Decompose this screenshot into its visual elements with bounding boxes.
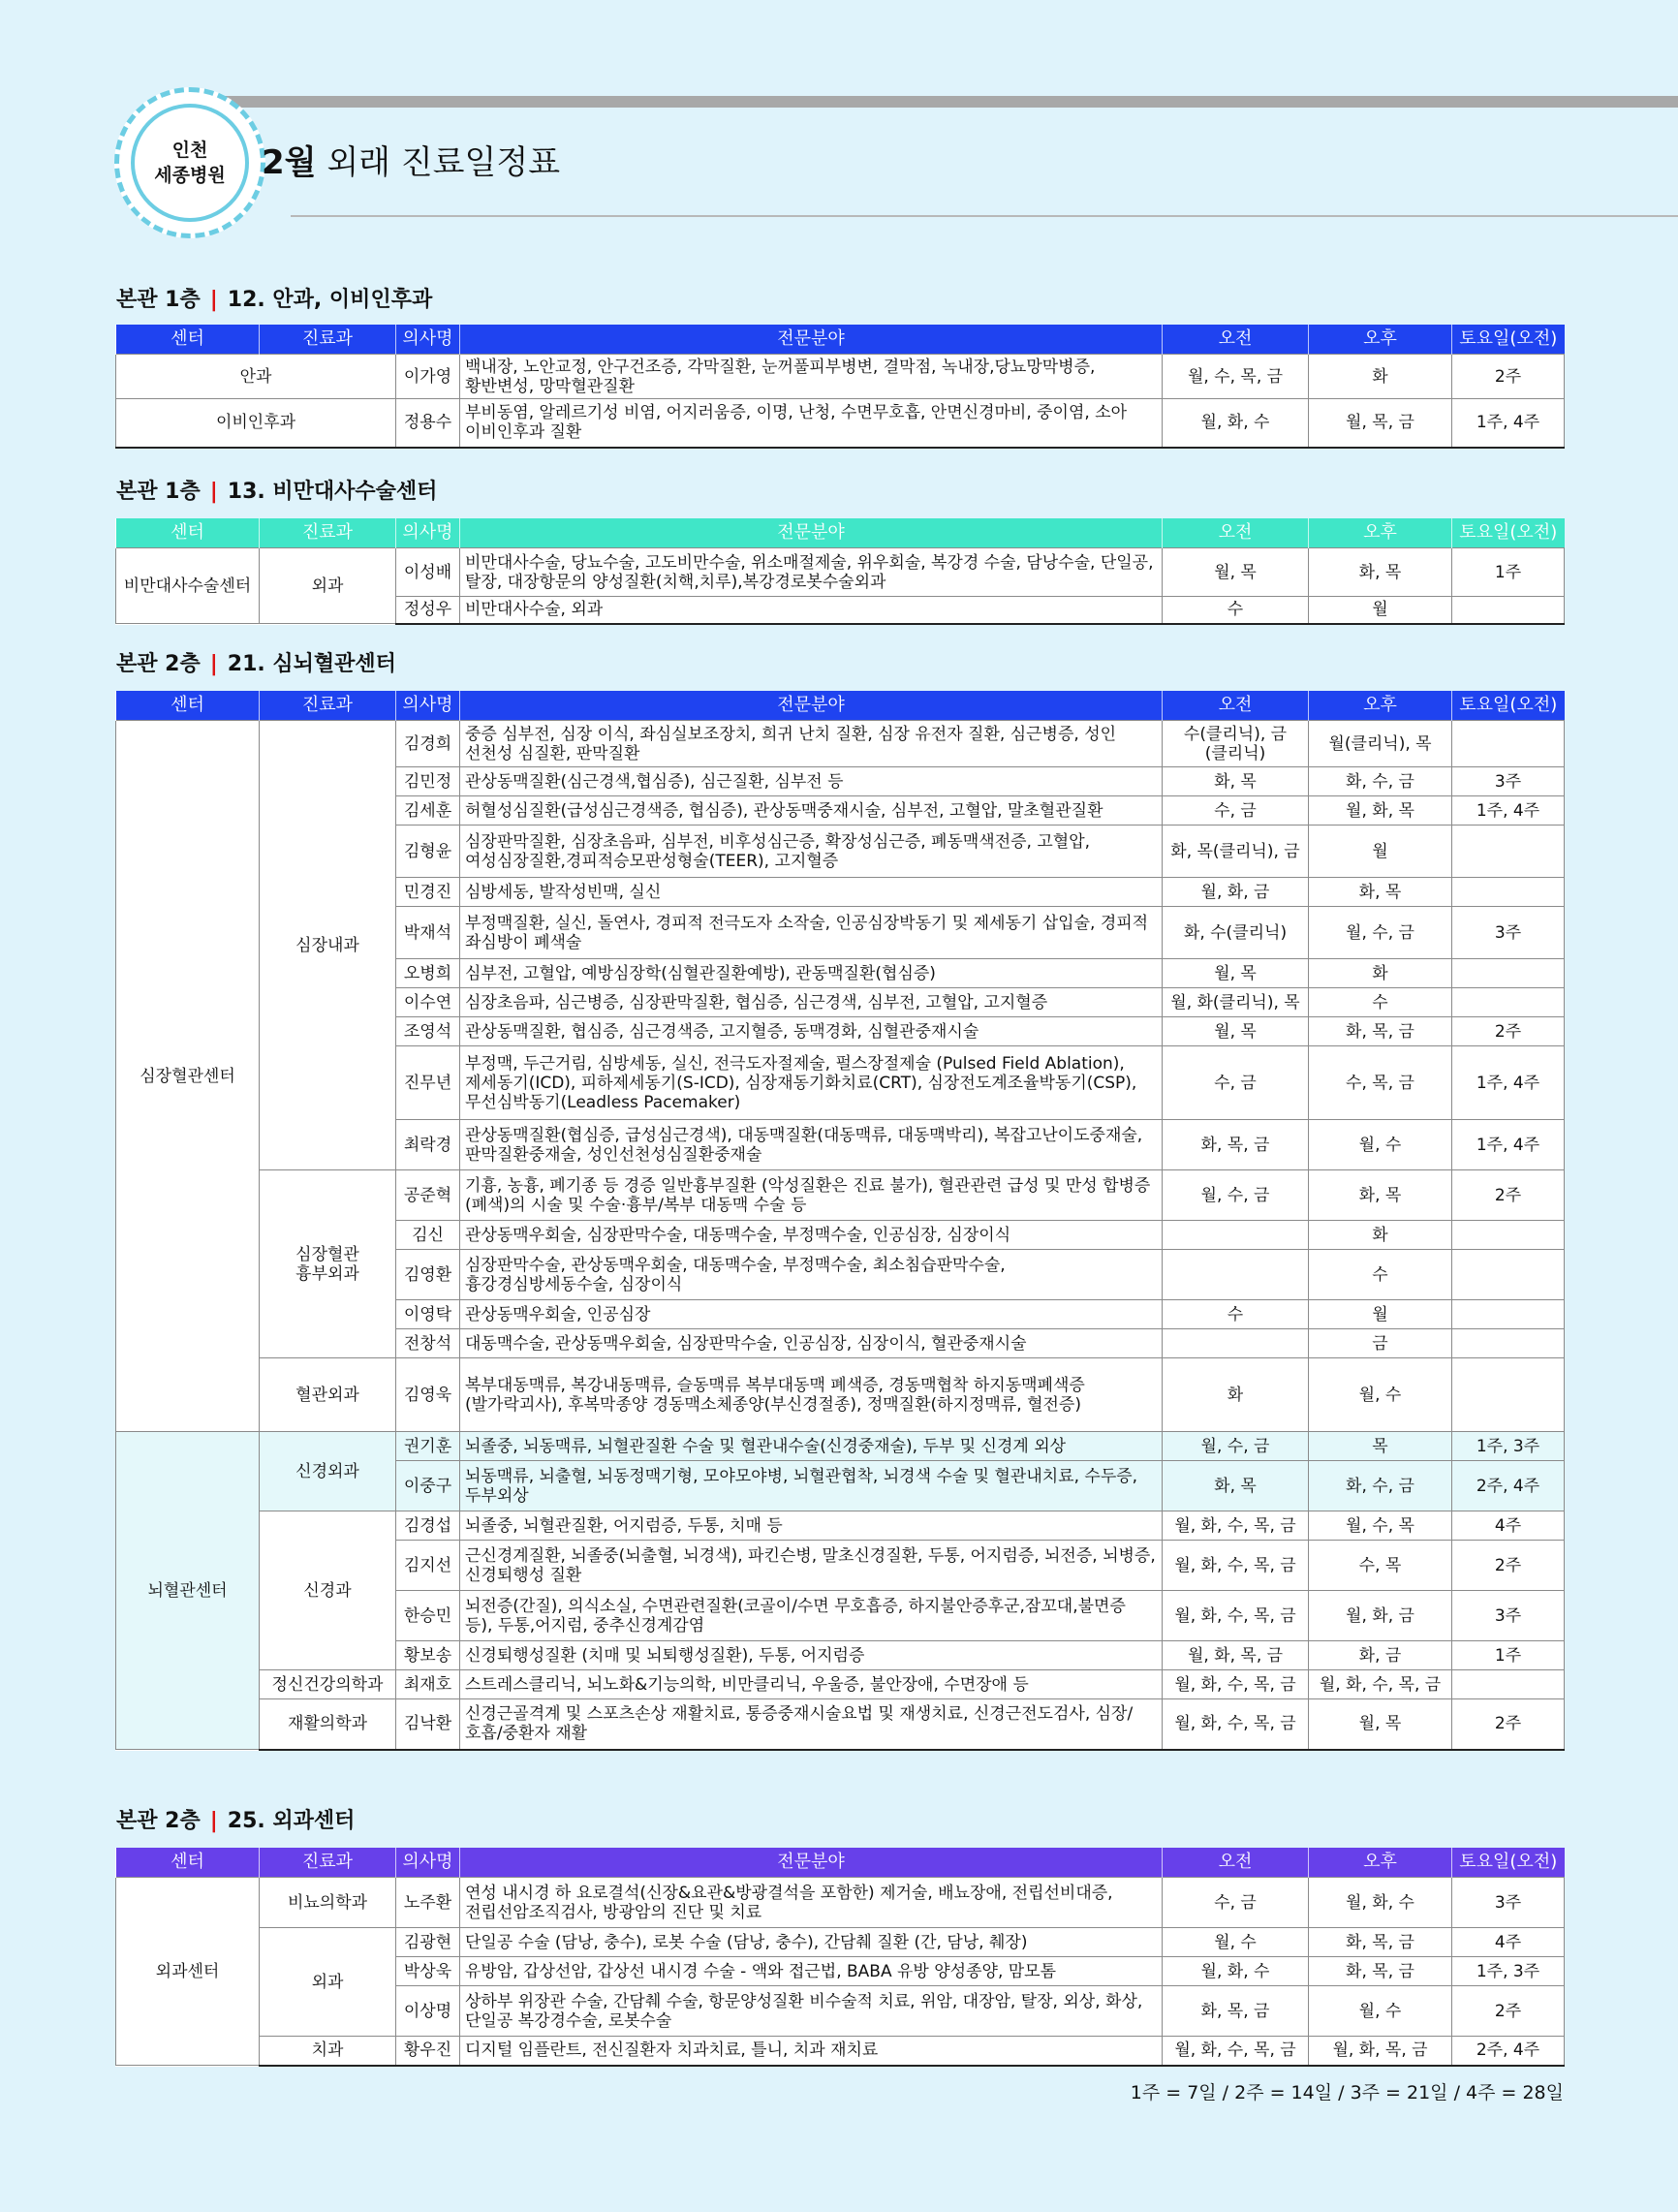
specialty-cell: 뇌졸중, 뇌동맥류, 뇌혈관질환 수술 및 혈관내수술(신경중재술), 두부 및 신경계 외상 [460,1432,1163,1461]
table-row [116,721,1565,767]
am-cell: 화, 목 [1163,767,1309,796]
table-row [116,1170,1565,1221]
section-floor: 본관 2층 [116,1809,201,1833]
pm-cell: 수 [1309,1250,1452,1300]
header-specialty: 전문분야 [460,325,1163,355]
specialty-cell: 관상동맥우회술, 인공심장 [460,1300,1163,1329]
am-cell: 월, 수, 금 [1163,1170,1309,1221]
doctor-cell: 노주환 [396,1878,460,1928]
pm-cell: 월, 화, 금 [1309,1591,1452,1641]
sat-cell: 1주, 4주 [1452,1120,1565,1170]
header-specialty: 전문분야 [460,691,1163,721]
doctor-cell: 김광현 [396,1928,460,1957]
specialty-cell: 상하부 위장관 수술, 간담췌 수술, 항문양성질환 비수술적 치료, 위암, 대장암, 탈장, 외상, 화상, 단일공 복강경수술, 로봇수술 [460,1986,1163,2037]
specialty-cell: 대동맥수술, 관상동맥우회술, 심장판막수술, 인공심장, 심장이식, 혈관중재시술 [460,1329,1163,1358]
header-specialty: 전문분야 [460,518,1163,548]
sat-cell [1452,597,1565,624]
sat-cell [1452,721,1565,767]
doctor-cell: 오병희 [396,959,460,988]
header-dept: 진료과 [260,1848,396,1878]
sat-cell: 1주 [1452,548,1565,597]
table-row [116,1670,1565,1699]
header-center: 센터 [116,1848,260,1878]
doctor-cell: 박상욱 [396,1957,460,1986]
specialty-cell: 뇌전증(간질), 의식소실, 수면관련질환(코골이/수면 무호흡증, 하지불안증후군,잠꼬대,불면증 등), 두통,어지럼, 중추신경계감염 [460,1591,1163,1641]
section-floor: 본관 2층 [116,652,201,676]
am-cell: 월, 화, 수 [1163,1957,1309,1986]
am-cell: 월, 수, 금 [1163,1432,1309,1461]
am-cell: 월, 화, 수, 목, 금 [1163,1511,1309,1541]
sat-cell [1452,878,1565,907]
am-cell: 월, 수, 목, 금 [1163,355,1309,399]
table-row [116,1699,1565,1750]
header-gray-bar [184,96,1678,108]
pm-cell: 수, 목, 금 [1309,1046,1452,1120]
specialty-cell: 심부전, 고혈압, 예방심장학(심혈관질환예방), 관동맥질환(협심증) [460,959,1163,988]
header-doctor: 의사명 [396,1848,460,1878]
specialty-cell: 복부대동맥류, 복강내동맥류, 슬동맥류 복부대동맥 폐색증, 경동맥협착 하지동맥폐색증(발가락괴사), 후복막종양 경동맥소체종양(부신경절종), 정맥질환(하지정맥류, 혈전증) [460,1358,1163,1432]
doctor-cell: 이영탁 [396,1300,460,1329]
table-bariatric [115,518,1565,625]
am-cell: 화 [1163,1358,1309,1432]
specialty-cell: 단일공 수술 (담낭, 충수), 로봇 수술 (담낭, 충수), 간담췌 질환 (간, 담낭, 췌장) [460,1928,1163,1957]
am-cell [1163,1250,1309,1300]
sat-cell [1452,988,1565,1017]
doctor-cell: 김낙환 [396,1699,460,1750]
pm-cell: 화 [1309,1221,1452,1250]
header-am: 오전 [1163,325,1309,355]
pm-cell: 화, 목 [1309,878,1452,907]
section-name: 21. 심뇌혈관센터 [227,652,396,676]
specialty-cell: 디지털 임플란트, 전신질환자 치과치료, 틀니, 치과 재치료 [460,2037,1163,2066]
doctor-cell: 김세훈 [396,796,460,826]
dept-cell: 심장내과 [260,721,396,1170]
doctor-cell: 박재석 [396,907,460,959]
section-floor: 본관 1층 [116,480,201,504]
specialty-cell: 뇌동맥류, 뇌출혈, 뇌동정맥기형, 모야모야병, 뇌혈관협착, 뇌경색 수술 및 혈관내치료, 수두증, 두부외상 [460,1461,1163,1511]
specialty-cell: 관상동맥우회술, 심장판막수술, 대동맥수술, 부정맥수술, 인공심장, 심장이식 [460,1221,1163,1250]
specialty-cell: 관상동맥질환, 협심증, 심근경색증, 고지혈증, 동맥경화, 심혈관중재시술 [460,1017,1163,1046]
doctor-cell: 김경섭 [396,1511,460,1541]
page-title [262,136,560,183]
header-dept: 진료과 [260,691,396,721]
am-cell: 월, 목 [1163,548,1309,597]
header-center: 센터 [116,325,260,355]
doctor-cell: 전창석 [396,1329,460,1358]
table-row [116,1432,1565,1461]
section-name: 12. 안과, 이비인후과 [227,288,433,312]
doctor-cell: 김형윤 [396,826,460,878]
specialty-cell: 뇌졸중, 뇌혈관질환, 어지럼증, 두통, 치매 등 [460,1511,1163,1541]
doctor-cell: 진무년 [396,1046,460,1120]
dept-cell: 이비인후과 [116,399,396,448]
doctor-cell: 김민정 [396,767,460,796]
pm-cell: 화, 목, 금 [1309,1017,1452,1046]
table-surgery-center [115,1848,1565,2067]
pm-cell: 월, 수 [1309,1358,1452,1432]
pm-cell: 금 [1309,1329,1452,1358]
center-cell: 외과센터 [116,1878,260,2066]
specialty-cell: 백내장, 노안교정, 안구건조증, 각막질환, 눈꺼풀피부병변, 결막점, 녹내장,당뇨망막병증, 황반변성, 망막혈관질환 [460,355,1163,399]
sat-cell: 3주 [1452,1878,1565,1928]
specialty-cell: 부정맥질환, 실신, 돌연사, 경피적 전극도자 소작술, 인공심장박동기 및 제세동기 삽입술, 경피적 좌심방이 폐색술 [460,907,1163,959]
pm-cell: 화 [1309,355,1452,399]
specialty-cell: 신경근골격계 및 스포츠손상 재활치료, 통증중재시술요법 및 재생치료, 신경근전도검사, 심장/호흡/중환자 재활 [460,1699,1163,1750]
doctor-cell: 황우진 [396,2037,460,2066]
specialty-cell: 허혈성심질환(급성심근경색증, 협심증), 관상동맥중재시술, 심부전, 고혈압, 말초혈관질환 [460,796,1163,826]
header-doctor: 의사명 [396,518,460,548]
doctor-cell: 이수연 [396,988,460,1017]
am-cell: 수 [1163,1300,1309,1329]
center-cell: 비만대사수술센터 [116,548,260,624]
section-floor: 본관 1층 [116,288,201,312]
specialty-cell: 비만대사수술, 당뇨수술, 고도비만수술, 위소매절제술, 위우회술, 복강경 수술, 담낭수술, 단일공, 탈장, 대장항문의 양성질환(치핵,치루),복강경로봇수술외과 [460,548,1163,597]
doctor-cell: 김영욱 [396,1358,460,1432]
pm-cell: 월, 목 [1309,1699,1452,1750]
am-cell: 화, 수(클리닉) [1163,907,1309,959]
am-cell: 월, 화, 금 [1163,878,1309,907]
am-cell: 수 [1163,597,1309,624]
doctor-cell: 한승민 [396,1591,460,1641]
pm-cell: 수 [1309,988,1452,1017]
sat-cell: 2주, 4주 [1452,1461,1565,1511]
sat-cell: 1주 [1452,1641,1565,1670]
pm-cell: 화, 수, 금 [1309,1461,1452,1511]
doctor-cell: 권기훈 [396,1432,460,1461]
header-pm: 오후 [1309,325,1452,355]
table-row [116,548,1565,597]
sat-cell: 2주 [1452,1017,1565,1046]
dept-cell: 신경외과 [260,1432,396,1511]
pm-cell: 월, 화, 수 [1309,1878,1452,1928]
sat-cell: 1주, 4주 [1452,796,1565,826]
dept-cell: 비뇨의학과 [260,1878,396,1928]
pm-cell: 화, 금 [1309,1641,1452,1670]
am-cell: 월, 화, 수, 목, 금 [1163,2037,1309,2066]
doctor-cell: 정용수 [396,399,460,448]
doctor-cell: 김지선 [396,1541,460,1591]
center-cell: 뇌혈관센터 [116,1432,260,1750]
doctor-cell: 이성배 [396,548,460,597]
doctor-cell: 이중구 [396,1461,460,1511]
table-row [116,1358,1565,1432]
sat-cell: 4주 [1452,1511,1565,1541]
sat-cell [1452,959,1565,988]
pm-cell: 월, 화, 목, 금 [1309,2037,1452,2066]
sat-cell: 3주 [1452,767,1565,796]
section-separator: | [209,652,218,676]
pm-cell: 화 [1309,959,1452,988]
sat-cell: 2주 [1452,1699,1565,1750]
header-center: 센터 [116,691,260,721]
dept-cell: 외과 [260,548,396,624]
sat-cell: 1주, 3주 [1452,1432,1565,1461]
specialty-cell: 부정맥, 두근거림, 심방세동, 실신, 전극도자절제술, 펄스장절제술 (Pulsed Field Ablation), 제세동기(ICD), 피하제세동기(S-ICD), 심장재동기화치료(CRT), 심장전도계조율박동기(CSP), 무선심박동기(Leadless Pacemaker) [460,1046,1163,1120]
page-title-rest: 외래 진료일정표 [326,143,561,182]
doctor-cell: 정성우 [396,597,460,624]
pm-cell: 월, 수, 금 [1309,907,1452,959]
page-title-month: 2월 [262,143,317,182]
section-name: 25. 외과센터 [227,1809,356,1833]
specialty-cell: 스트레스클리닉, 뇌노화&기능의학, 비만클리닉, 우울증, 불안장애, 수면장애 등 [460,1670,1163,1699]
doctor-cell: 민경진 [396,878,460,907]
section-separator: | [209,1809,218,1833]
section-heading-13 [116,475,437,505]
header-center: 센터 [116,518,260,548]
table-cardio-cerebro [115,691,1565,1751]
sat-cell: 1주, 3주 [1452,1957,1565,1986]
doctor-cell: 최락경 [396,1120,460,1170]
dept-cell: 심장혈관 흉부외과 [260,1170,396,1358]
pm-cell: 화, 목 [1309,548,1452,597]
dept-cell: 치과 [260,2037,396,2066]
dept-cell: 안과 [116,355,396,399]
pm-cell: 월(클리닉), 목 [1309,721,1452,767]
sat-cell [1452,1329,1565,1358]
am-cell: 화, 목(클리닉), 금 [1163,826,1309,878]
section-heading-25 [116,1804,355,1834]
sat-cell: 2주, 4주 [1452,2037,1565,2066]
am-cell: 월, 목 [1163,1017,1309,1046]
pm-cell: 월, 목, 금 [1309,399,1452,448]
am-cell [1163,1221,1309,1250]
sat-cell: 1주, 4주 [1452,1046,1565,1120]
header-sat: 토요일(오전) [1452,691,1565,721]
header-sat: 토요일(오전) [1452,1848,1565,1878]
am-cell: 월, 화, 수 [1163,399,1309,448]
specialty-cell: 부비동염, 알레르기성 비염, 어지러움증, 이명, 난청, 수면무호흡, 안면신경마비, 중이염, 소아 이비인후과 질환 [460,399,1163,448]
pm-cell: 월 [1309,597,1452,624]
specialty-cell: 연성 내시경 하 요로결석(신장&요관&방광결석을 포함한) 제거술, 배뇨장애, 전립선비대증, 전립선암조직검사, 방광암의 진단 및 치료 [460,1878,1163,1928]
am-cell: 월, 화, 수, 목, 금 [1163,1670,1309,1699]
sat-cell: 1주, 4주 [1452,399,1565,448]
sat-cell [1452,826,1565,878]
am-cell: 수, 금 [1163,796,1309,826]
section-name: 13. 비만대사수술센터 [227,480,438,504]
header-dept: 진료과 [260,518,396,548]
specialty-cell: 심장초음파, 심근병증, 심장판막질환, 협심증, 심근경색, 심부전, 고혈압, 고지혈증 [460,988,1163,1017]
am-cell: 월, 화, 수, 목, 금 [1163,1591,1309,1641]
header-divider [291,215,1678,217]
specialty-cell: 심장판막수술, 관상동맥우회술, 대동맥수술, 부정맥수술, 최소침습판막수술, 흉강경심방세동수술, 심장이식 [460,1250,1163,1300]
sat-cell: 3주 [1452,1591,1565,1641]
table-row [116,355,1565,399]
doctor-cell: 조영석 [396,1017,460,1046]
header-specialty: 전문분야 [460,1848,1163,1878]
am-cell [1163,1329,1309,1358]
section-heading-21 [116,647,396,677]
am-cell: 월, 수 [1163,1928,1309,1957]
sat-cell: 4주 [1452,1928,1565,1957]
doctor-cell: 공준혁 [396,1170,460,1221]
sat-cell [1452,1221,1565,1250]
dept-cell: 정신건강의학과 [260,1670,396,1699]
center-cell: 심장혈관센터 [116,721,260,1432]
pm-cell: 화, 목, 금 [1309,1928,1452,1957]
specialty-cell: 유방암, 갑상선암, 갑상선 내시경 수술 - 액와 접근법, BABA 유방 양성종양, 맘모톰 [460,1957,1163,1986]
table-row [116,399,1565,448]
doctor-cell: 황보송 [396,1641,460,1670]
section-separator: | [209,480,218,504]
doctor-cell: 김신 [396,1221,460,1250]
table-row [116,1878,1565,1928]
specialty-cell: 근신경계질환, 뇌졸중(뇌출혈, 뇌경색), 파킨슨병, 말초신경질환, 두통, 어지럼증, 뇌전증, 뇌병증, 신경퇴행성 질환 [460,1541,1163,1591]
doctor-cell: 이상명 [396,1986,460,2037]
dept-cell: 신경과 [260,1511,396,1670]
pm-cell: 월, 수, 목 [1309,1511,1452,1541]
pm-cell: 화, 목, 금 [1309,1957,1452,1986]
specialty-cell: 심장판막질환, 심장초음파, 심부전, 비후성심근증, 확장성심근증, 폐동맥색전증, 고혈압, 여성심장질환,경피적승모판성형술(TEER), 고지혈증 [460,826,1163,878]
pm-cell: 월, 수 [1309,1120,1452,1170]
hospital-badge [114,87,265,238]
header-sat: 토요일(오전) [1452,518,1565,548]
dept-cell: 혈관외과 [260,1358,396,1432]
am-cell: 월, 화, 수, 목, 금 [1163,1541,1309,1591]
sat-cell: 2주 [1452,355,1565,399]
table-ophthalmology-ent [115,325,1565,449]
specialty-cell: 관상동맥질환(심근경색,협심증), 심근질환, 심부전 등 [460,767,1163,796]
doctor-cell: 김경희 [396,721,460,767]
sat-cell: 2주 [1452,1170,1565,1221]
sat-cell [1452,1300,1565,1329]
pm-cell: 화, 수, 금 [1309,767,1452,796]
pm-cell: 월, 화, 수, 목, 금 [1309,1670,1452,1699]
pm-cell: 수, 목 [1309,1541,1452,1591]
header-pm: 오후 [1309,691,1452,721]
sat-cell [1452,1250,1565,1300]
am-cell: 화, 목 [1163,1461,1309,1511]
header-am: 오전 [1163,1848,1309,1878]
sat-cell: 2주 [1452,1541,1565,1591]
section-separator: | [209,288,218,312]
dept-cell: 재활의학과 [260,1699,396,1750]
header-am: 오전 [1163,691,1309,721]
specialty-cell: 신경퇴행성질환 (치매 및 뇌퇴행성질환), 두통, 어지럼증 [460,1641,1163,1670]
pm-cell: 월, 수 [1309,1986,1452,2037]
pm-cell: 화, 목 [1309,1170,1452,1221]
am-cell: 화, 목, 금 [1163,1986,1309,2037]
doctor-cell: 최재호 [396,1670,460,1699]
header-dept: 진료과 [260,325,396,355]
pm-cell: 월 [1309,826,1452,878]
pm-cell: 월 [1309,1300,1452,1329]
am-cell: 월, 화, 수, 목, 금 [1163,1699,1309,1750]
sat-cell: 3주 [1452,907,1565,959]
section-heading-12 [116,283,432,313]
sat-cell: 2주 [1452,1986,1565,2037]
pm-cell: 월, 화, 목 [1309,796,1452,826]
pm-cell: 목 [1309,1432,1452,1461]
header-sat: 토요일(오전) [1452,325,1565,355]
sat-cell [1452,1358,1565,1432]
specialty-cell: 관상동맥질환(협심증, 급성심근경색), 대동맥질환(대동맥류, 대동맥박리), 복잡고난이도중재술, 판막질환중재술, 성인선천성심질환중재술 [460,1120,1163,1170]
badge-line-2: 세종병원 [154,165,226,186]
header-am: 오전 [1163,518,1309,548]
table-row [116,1928,1565,1957]
header-doctor: 의사명 [396,691,460,721]
am-cell: 월, 화(클리닉), 목 [1163,988,1309,1017]
specialty-cell: 기흉, 농흉, 폐기종 등 경증 일반흉부질환 (악성질환은 진료 불가), 혈관관련 급성 및 만성 합병증(폐색)의 시술 및 수술·흉부/복부 대동맥 수술 등 [460,1170,1163,1221]
badge-line-1: 인천 [171,140,208,161]
header-pm: 오후 [1309,518,1452,548]
week-legend-footnote: 1주 = 7일 / 2주 = 14일 / 3주 = 21일 / 4주 = 28일 [1130,2082,1564,2103]
am-cell: 수, 금 [1163,1878,1309,1928]
specialty-cell: 비만대사수술, 외과 [460,597,1163,624]
doctor-cell: 이가영 [396,355,460,399]
am-cell: 수(클리닉), 금(클리닉) [1163,721,1309,767]
header-pm: 오후 [1309,1848,1452,1878]
specialty-cell: 중증 심부전, 심장 이식, 좌심실보조장치, 희귀 난치 질환, 심장 유전자 질환, 심근병증, 성인 선천성 심질환, 판막질환 [460,721,1163,767]
doctor-cell: 김영환 [396,1250,460,1300]
table-row [116,2037,1565,2066]
am-cell: 월, 목 [1163,959,1309,988]
dept-cell: 외과 [260,1928,396,2037]
am-cell: 월, 화, 목, 금 [1163,1641,1309,1670]
am-cell: 화, 목, 금 [1163,1120,1309,1170]
specialty-cell: 심방세동, 발작성빈맥, 실신 [460,878,1163,907]
sat-cell [1452,1670,1565,1699]
header-doctor: 의사명 [396,325,460,355]
am-cell: 수, 금 [1163,1046,1309,1120]
table-row [116,1511,1565,1541]
